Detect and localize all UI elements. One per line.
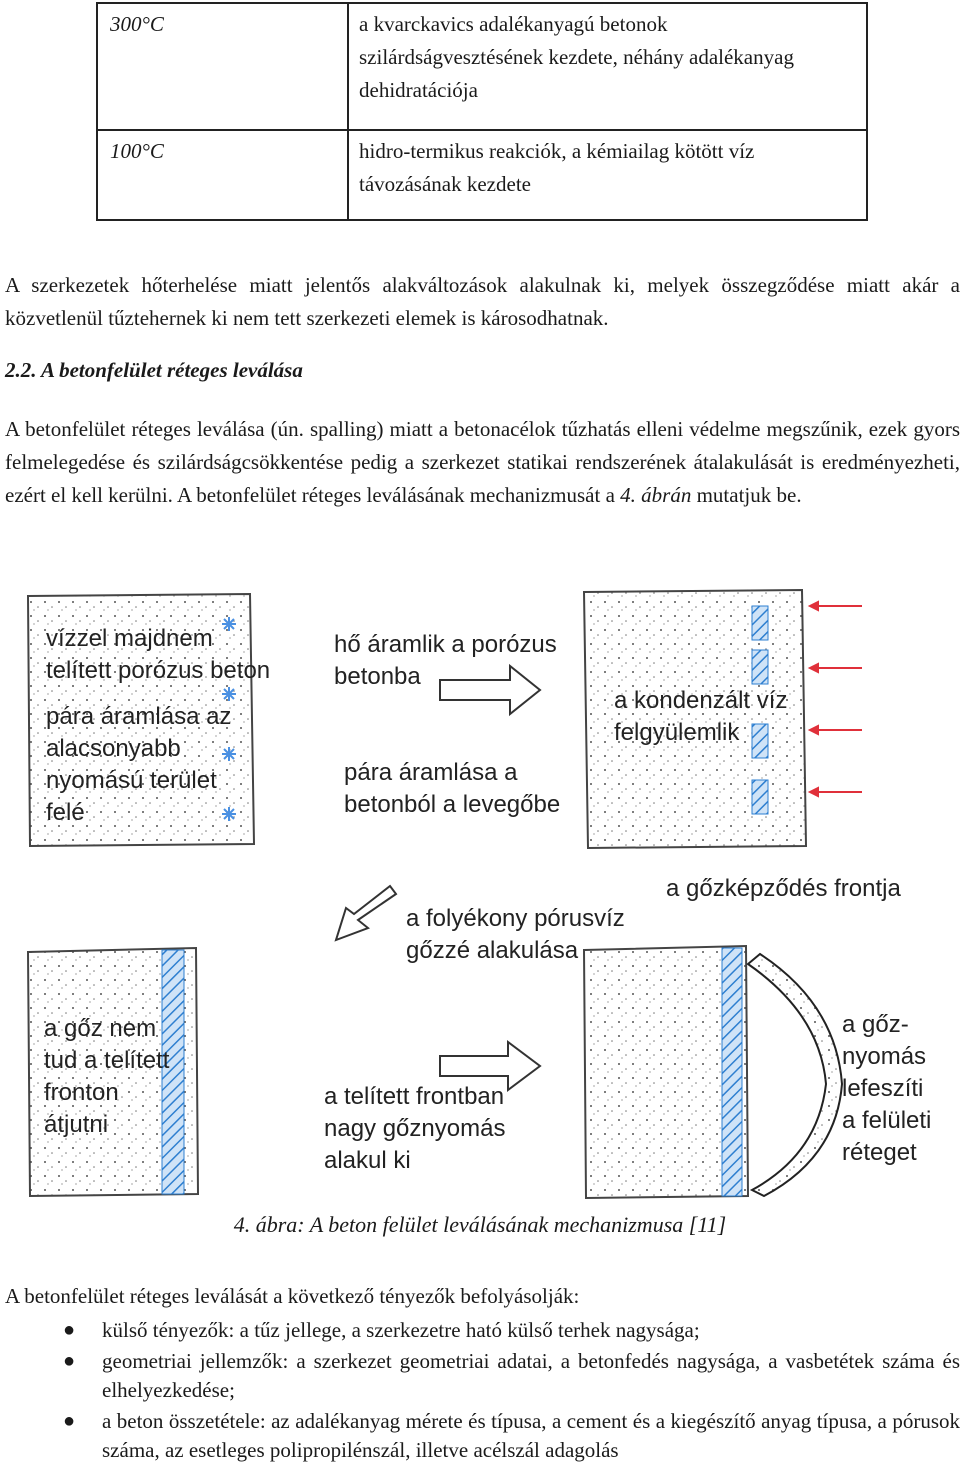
label-line: a folyékony pórusvíz bbox=[406, 905, 625, 932]
label-line: gőzzé alakulása bbox=[406, 937, 579, 964]
arrow-pressure bbox=[324, 1042, 540, 1174]
label-line: nyomás bbox=[842, 1043, 927, 1070]
label-line: a telített frontban bbox=[324, 1083, 505, 1110]
heat-arrows-icon bbox=[810, 602, 862, 796]
down-left-arrow-icon bbox=[336, 886, 396, 940]
label-line: réteget bbox=[842, 1139, 917, 1166]
label-line: hő áramlik a porózus bbox=[334, 631, 557, 658]
table-row bbox=[97, 130, 867, 220]
bullet-icon: ● bbox=[63, 1319, 76, 1341]
label-line: a kondenzált víz bbox=[614, 687, 788, 714]
label-line: tud a telített bbox=[44, 1047, 170, 1074]
list-item: ● a beton összetétele: az adalékanyag mérete és típusa, a cement és a kiegészítő anyag típusa, a pórusok száma, az esetleges polipropilénszál, illetve acélszál adagolás bbox=[63, 1409, 960, 1462]
label-line: felgyülemlik bbox=[614, 719, 740, 746]
right-arrow-icon bbox=[440, 666, 540, 714]
temp-cell: 100°C bbox=[97, 130, 348, 220]
label-line: fronton bbox=[44, 1079, 119, 1106]
panel-saturated-concrete bbox=[28, 594, 270, 846]
label-line: vízzel majdnem bbox=[46, 625, 213, 652]
bullet-icon: ● bbox=[63, 1350, 76, 1372]
temperature-table bbox=[96, 2, 868, 221]
label-line: a gőz- bbox=[842, 1011, 909, 1038]
panel-spalled-layer bbox=[584, 946, 931, 1198]
label-line: alakul ki bbox=[324, 1147, 411, 1174]
label-line: a felületi bbox=[842, 1107, 932, 1134]
label-line: felé bbox=[46, 799, 85, 826]
temp-cell: 300°C bbox=[97, 3, 348, 130]
factors-list bbox=[0, 1316, 960, 1467]
spalling-mechanism-figure bbox=[0, 584, 960, 1204]
section-heading: 2.2. A betonfelület réteges leválása bbox=[5, 358, 303, 382]
label-line: a gőz nem bbox=[44, 1015, 157, 1042]
label-line: lefeszíti bbox=[842, 1075, 924, 1102]
panel-saturated-front bbox=[28, 948, 198, 1196]
list-item: ● geometriai jellemzők: a szerkezet geometriai adatai, a betonfedés nagysága, a vasbetétek száma és elhelyezkedése; bbox=[63, 1349, 960, 1402]
label-line: telített porózus beton bbox=[46, 657, 271, 684]
paragraph-deformation: A szerkezetek hőterhelése miatt jelentős alakváltozások alakulnak ki, melyek összegződése miatt akár a közvetlenül tűztehernek ki nem tett szerkezeti elemek is károsodhatnak. bbox=[5, 273, 960, 330]
label-line: betonba bbox=[334, 663, 421, 690]
bullet-icon: ● bbox=[63, 1410, 76, 1432]
label-line: alacsonyabb bbox=[46, 735, 181, 762]
figure-caption: 4. ábra: A beton felület leválásának mechanizmusa [11] bbox=[233, 1212, 727, 1237]
panel-condensed-water bbox=[584, 590, 862, 848]
label-line: nagy gőznyomás bbox=[324, 1115, 506, 1142]
desc-cell: hidro-termikus reakciók, a kémiailag kötött víz távozásának kezdete bbox=[348, 130, 867, 220]
label-line: nyomású terület bbox=[46, 767, 217, 794]
arrow-heat-flow bbox=[334, 631, 560, 818]
table-row bbox=[97, 3, 867, 130]
label-line: pára áramlása az bbox=[46, 703, 232, 730]
desc-cell: a kvarckavics adalékanyagú betonok szilárdságvesztésének kezdete, néhány adalékanyag dehidratációja bbox=[348, 3, 867, 130]
label-line: pára áramlása a bbox=[344, 759, 518, 786]
label-line: betonból a levegőbe bbox=[344, 791, 561, 818]
figure-reference: 4. ábrán bbox=[620, 483, 692, 507]
label-vaporization-front: a gőzképződés frontja bbox=[666, 875, 901, 902]
label-line: átjutni bbox=[44, 1111, 109, 1138]
list-item: ● külső tényezők: a tűz jellege, a szerkezetre ható külső terhek nagysága; bbox=[0, 1316, 960, 1345]
paragraph-spalling: A betonfelület réteges leválása (ún. spalling) miatt a betonacélok tűzhatás elleni védelme megszűnik, ezek gyors felmelegedése és szilárdságcsökkentése pedig a szerkezet statikai rendszerének átalakulását is eredményezheti, ezért el kell kerülni. A betonfelület réteges leválásának mechanizmusát a 4. ábrán mutatjuk be. bbox=[5, 417, 960, 507]
arrow-vaporization bbox=[336, 886, 625, 964]
paragraph-factors-intro: A betonfelület réteges leválását a következő tényezők befolyásolják: bbox=[5, 1284, 580, 1308]
